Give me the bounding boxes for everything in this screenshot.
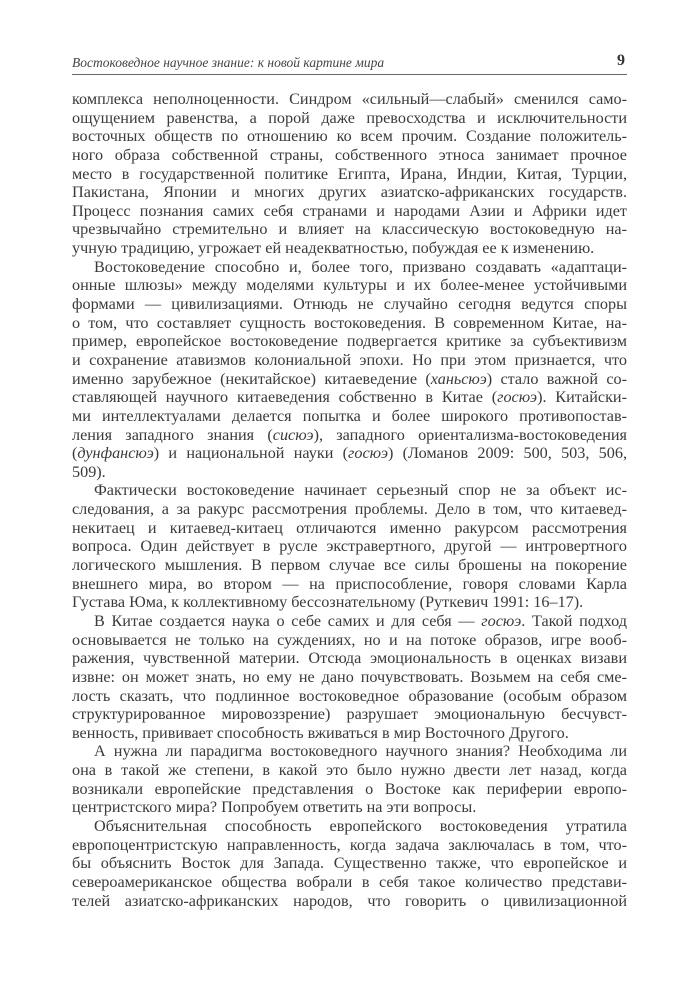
paragraph: [72, 90, 627, 258]
text-line: [72, 519, 627, 538]
text-line: [72, 332, 627, 351]
paragraph: [72, 817, 627, 910]
text-line: [72, 724, 627, 743]
italic-term: дунфансюэ: [77, 444, 154, 463]
text-segment: извне: он может знать, но ему не дано почувствовать. Возьмем на себя сме-: [72, 667, 627, 686]
paragraph: [72, 612, 627, 742]
italic-term: госюэ: [348, 444, 388, 463]
text-line: [72, 90, 627, 109]
text-segment: бы объяснить Восток для Запада. Существенно также, что европейское и: [72, 854, 627, 873]
text-segment: возникали европейские представления о Востоке как периферии европо-: [72, 779, 627, 798]
text-line: [72, 220, 627, 239]
text-line: [72, 276, 627, 295]
text-segment: ного образа собственной страны, собственного этноса занимает прочное: [72, 145, 627, 164]
text-line: [72, 631, 627, 650]
text-segment: место в государственной политике Египта, Ирана, Индии, Китая, Турции,: [72, 164, 627, 183]
text-line: [72, 388, 627, 407]
text-line: [72, 146, 627, 165]
italic-term: госюэ: [481, 611, 522, 630]
text-line: [72, 165, 627, 184]
text-segment: 509).: [72, 462, 106, 481]
text-segment: чрезвычайно стремительно и влияет на классическую востоковедную на-: [72, 220, 627, 239]
text-segment: европоцентристскую направленность, когда задача заключалась в том, что-: [72, 835, 627, 854]
text-segment: основывается не только на суждениях, но и на потоке образов, игре вооб-: [72, 630, 627, 649]
text-segment: ления западного знания (: [72, 425, 273, 444]
text-line: [72, 258, 627, 277]
text-line: [72, 687, 627, 706]
page-body: [72, 90, 627, 910]
text-segment: именно зарубежное (некитайское) китаеведение (: [72, 369, 431, 388]
text-segment: Фактически востоковедение начинает серьезный спор не за объект ис-: [94, 481, 627, 500]
text-line: [72, 463, 627, 482]
text-segment: формами — цивилизациями. Отнюдь не случайно сегодня ведутся споры: [72, 295, 627, 314]
text-segment: (: [72, 444, 78, 463]
text-segment: Объяснительная способность европейского востоковедения утратила: [94, 816, 627, 835]
text-segment: она в такой же степени, в какой это было нужно двести лет назад, когда: [72, 761, 627, 780]
text-line: [72, 426, 627, 445]
italic-term: госюэ: [497, 388, 538, 407]
text-segment: ми интеллектуалами делается попытка и более широкого противопостав-: [72, 406, 627, 425]
text-line: [72, 537, 627, 556]
running-title: Востоковедное научное знание: к новой картине мира: [72, 55, 385, 70]
text-line: [72, 668, 627, 687]
text-line: [72, 202, 627, 221]
text-segment: Процесс познания самих себя странами и народами Азии и Африки идет: [72, 201, 627, 220]
text-line: [72, 295, 627, 314]
text-line: [72, 500, 627, 519]
text-segment: В Китае создается наука о себе самих и для себя —: [94, 611, 482, 630]
text-line: [72, 351, 627, 370]
text-line: [72, 854, 627, 873]
text-line: [72, 407, 627, 426]
text-segment: Густава Юма, к коллективному бессознательному (Руткевич 1991: 16–17).: [72, 593, 584, 612]
page-number: 9: [617, 52, 625, 69]
text-line: [72, 239, 627, 258]
text-line: [72, 444, 627, 463]
italic-term: ханьсюэ: [430, 369, 487, 388]
text-segment: следования, а за ракурс рассмотрения проблемы. Дело в том, что китаевед-: [72, 500, 627, 519]
text-segment: логического мышления. В первом случае все силы брошены на покорение: [72, 556, 627, 575]
text-segment: внешнего мира, во втором — на приспособление, говоря словами Карла: [72, 574, 627, 593]
text-segment: учную традицию, угрожает ей неадекватностью, побуждая ее к изменению.: [72, 239, 595, 258]
text-line: [72, 873, 627, 892]
text-line: [72, 761, 627, 780]
text-segment: Пакистана, Японии и многих других азиатско-африканских государств.: [72, 183, 627, 202]
text-line: [72, 892, 627, 911]
text-segment: центристского мира? Попробуем ответить на эти вопросы.: [72, 798, 477, 817]
paragraph: [72, 258, 627, 482]
text-segment: восточных обществ по отношению ко всем прочим. Создание положитель-: [72, 127, 627, 146]
text-line: [72, 612, 627, 631]
text-segment: лость сказать, что подлинное востоковедное образование (особым образом: [72, 686, 627, 705]
text-line: [72, 183, 627, 202]
text-line: [72, 314, 627, 333]
text-segment: А нужна ли парадигма востоковедного научного знания? Необходима ли: [94, 742, 627, 761]
text-segment: ставляющей научного китаеведения собственно в Китае (: [72, 388, 498, 407]
text-line: [72, 109, 627, 128]
text-line: [72, 575, 627, 594]
text-segment: . Такой подход: [521, 611, 627, 630]
text-segment: и сохранение атавизмов колониальной эпохи. Но при этом признается, что: [72, 350, 627, 369]
paragraph: [72, 481, 627, 611]
text-line: [72, 593, 627, 612]
text-line: [72, 481, 627, 500]
text-segment: ) и национальной науки (: [153, 444, 349, 463]
text-segment: о том, что составляет сущность востоковедения. В современном Китае, на-: [72, 313, 627, 332]
italic-term: сисюэ: [272, 425, 314, 444]
text-segment: ) стало важной со-: [486, 369, 627, 388]
text-line: [72, 127, 627, 146]
text-segment: вопроса. Один действует в русле экстравертного, другой — интровертного: [72, 537, 627, 556]
text-segment: ощущением равенства, а порой даже превосходства и исключительности: [72, 108, 627, 127]
text-segment: комплекса неполноценности. Синдром «сильный—слабый» сменился само-: [72, 90, 627, 108]
text-line: [72, 649, 627, 668]
text-segment: структурированное мировоззрение) разрушает эмоциональную бесчувст-: [72, 705, 627, 724]
text-line: [72, 556, 627, 575]
text-line: [72, 742, 627, 761]
text-segment: ), западного ориентализма-востоковедения: [313, 425, 627, 444]
text-segment: онные шлюзы» между моделями культуры и их более-менее устойчивыми: [72, 276, 627, 295]
text-line: [72, 780, 627, 799]
running-header: [72, 52, 627, 75]
text-segment: венность, прививает способность вживаться в мир Восточного Другого.: [72, 723, 569, 742]
text-segment: пример, европейское востоковедение подвергается критике за субъективизм: [72, 332, 627, 351]
text-line: [72, 817, 627, 836]
paragraph: [72, 742, 627, 817]
text-segment: ражения, чувственной материи. Отсюда эмоциональность в оценках визави: [72, 649, 627, 668]
text-segment: ). Китайски-: [537, 388, 627, 407]
text-line: [72, 798, 627, 817]
text-segment: телей азиатско-африканских народов, что говорить о цивилизационной: [72, 891, 627, 910]
text-line: [72, 370, 627, 389]
text-segment: Востоковедение способно и, более того, призвано создавать «адаптаци-: [94, 257, 627, 276]
text-segment: некитаец и китаевед-китаец отличаются именно ракурсом рассмотрения: [72, 518, 627, 537]
text-segment: ) (Ломанов 2009: 500, 503, 506,: [387, 444, 628, 463]
text-line: [72, 836, 627, 855]
text-line: [72, 705, 627, 724]
text-segment: североамериканское общества вобрали в себя такое количество представи-: [72, 872, 627, 891]
